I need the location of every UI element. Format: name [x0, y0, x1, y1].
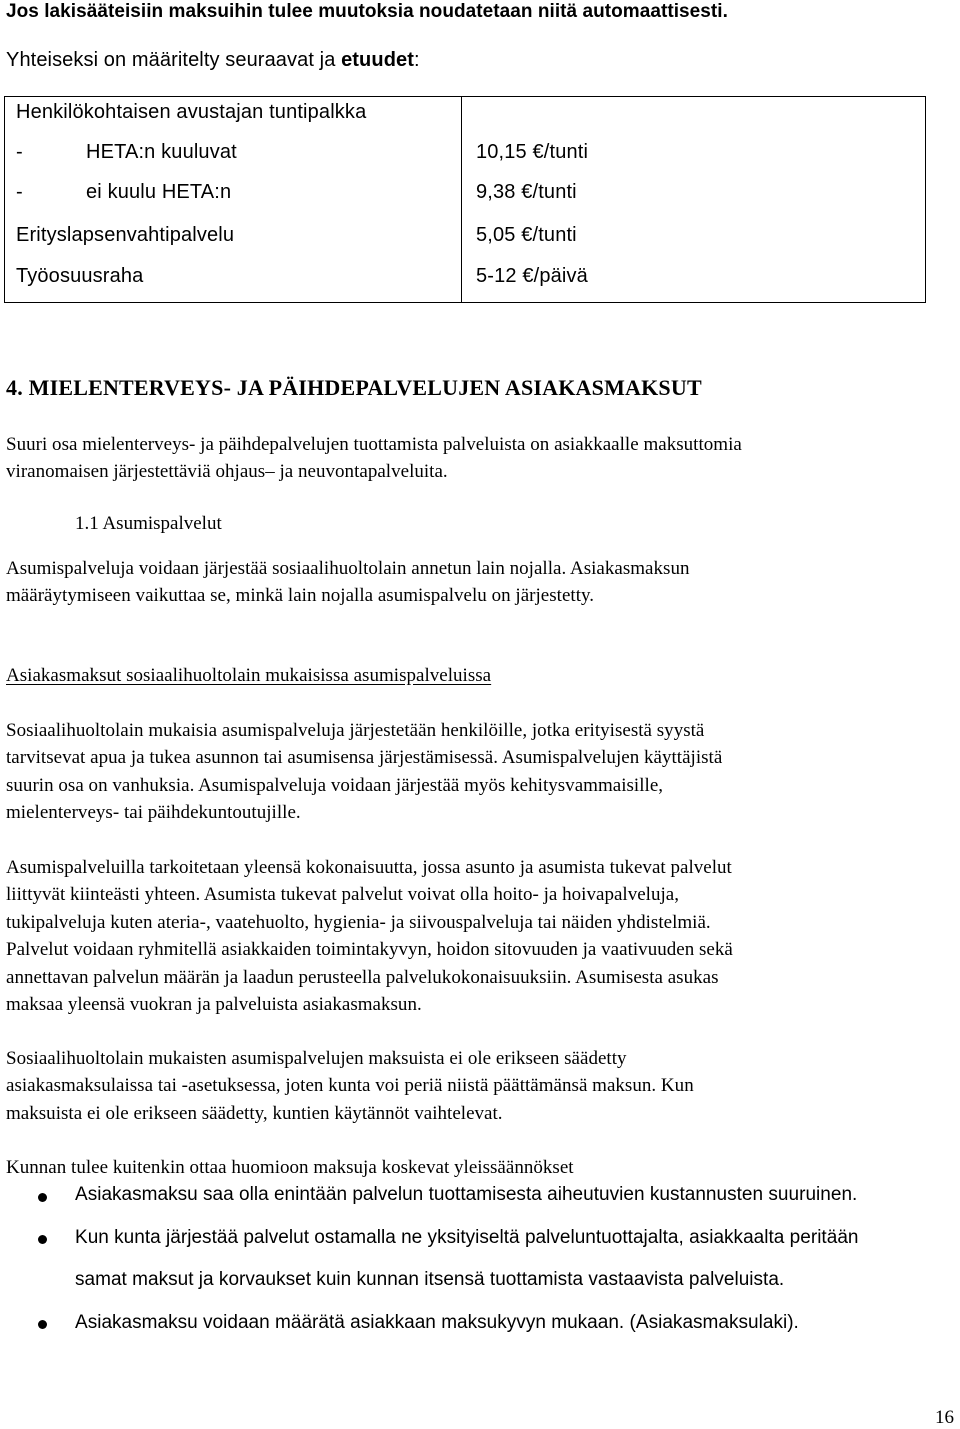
bullets-intro: Kunnan tulee kuitenkin ottaa huomioon maksuja koskevat yleissäännökset	[6, 1157, 574, 1178]
paragraph-line: suurin osa on vanhuksia. Asumispalveluja voidaan järjestää myös kehitysvammaisille,	[6, 774, 664, 796]
row-assistant-wage-label: Henkilökohtaisen avustajan tuntipalkka	[16, 101, 367, 123]
paragraph-line: maksaa yleensä vuokran ja palveluista asiakasmaksun.	[6, 994, 422, 1016]
social-welfare-housing-paragraph	[6, 717, 956, 827]
fees-regulation-paragraph	[6, 1045, 956, 1127]
list-item: Asiakasmaksu voidaan määrätä asiakkaan maksukyvyn mukaan. (Asiakasmaksulaki).	[75, 1312, 799, 1333]
paragraph-line: Suuri osa mielenterveys- ja päihdepalvelujen tuottamista palveluista on asiakkaalle maksuttomia	[6, 434, 742, 455]
paragraph-line: asiakasmaksulaissa tai -asetuksessa, joten kunta voi periä niistä päättämänsä maksun. Kun	[6, 1075, 694, 1097]
row-heta-member-label	[16, 141, 237, 164]
paragraph-line: määräytymiseen vaikuttaa se, minkä lain nojalla asumispalvelu on järjestetty.	[6, 585, 595, 607]
paragraph-line: Sosiaalihuoltolain mukaisten asumispalvelujen maksuista ei ole erikseen säädetty	[6, 1048, 627, 1069]
housing-services-paragraph	[6, 555, 956, 610]
section-heading: 4. MIELENTERVEYS- JA PÄIHDEPALVELUJEN ASIAKASMAKSUT	[6, 375, 702, 400]
benefits-table	[4, 96, 926, 303]
row-heta-nonmember-label	[16, 181, 231, 204]
paragraph-line: Asumispalveluilla tarkoitetaan yleensä kokonaisuutta, jossa asunto ja asumista tukevat palvelut	[6, 857, 732, 878]
bullet-icon	[38, 1320, 47, 1329]
paragraph-line: tukipalveluja kuten ateria-, vaatehuolto, hygienia- ja siivouspalveluja tai näiden yhdistelmiä.	[6, 911, 711, 933]
paragraph-line: tarvitsevat apua ja tukea asunnon tai asumisensa järjestämisessä. Asumispalvelujen käyttäjistä	[6, 747, 723, 769]
paragraph-line: Asumispalveluja voidaan järjestää sosiaalihuoltolain annetun lain nojalla. Asiakasmaksun	[6, 558, 690, 579]
underlined-heading: Asiakasmaksut sosiaalihuoltolain mukaisissa asumispalveluissa	[6, 665, 492, 686]
section-intro-paragraph	[6, 431, 956, 486]
housing-services-definition-paragraph	[6, 854, 956, 1018]
list-item-continuation: samat maksut ja korvaukset kuin kunnan itsensä tuottamista vastaavista palveluista.	[75, 1269, 785, 1290]
benefits-intro-colon: :	[414, 49, 420, 71]
paragraph-line: maksuista ei ole erikseen säädetty, kuntien käytännöt vaihtelevat.	[6, 1102, 503, 1124]
page-number: 16	[935, 1407, 954, 1428]
paragraph-line: Sosiaalihuoltolain mukaisia asumispalveluja järjestetään henkilöille, jotka erityisestä syystä	[6, 720, 705, 741]
benefits-intro-text: Yhteiseksi on määritelty seuraavat ja	[6, 49, 342, 71]
row-childcare-label: Erityslapsenvahtipalvelu	[16, 224, 235, 246]
row-work-allowance-value: 5-12 €/päivä	[476, 265, 588, 287]
row-heta-nonmember-text: ei kuulu HETA:n	[86, 181, 232, 203]
list-item: Asiakasmaksu saa olla enintään palvelun tuottamisesta aiheutuvien kustannusten suuruinen.	[75, 1184, 858, 1205]
row-childcare-value: 5,05 €/tunti	[476, 224, 577, 246]
list-item: Kun kunta järjestää palvelut ostamalla ne yksityiseltä palveluntuottajalta, asiakkaalta peritään	[75, 1227, 859, 1248]
paragraph-line: mielenterveys- tai päihdekuntoutujille.	[6, 802, 301, 824]
paragraph-line: annettavan palvelun määrän ja laadun perusteella palvelukokonaisuuksiin. Asumisesta asukas	[6, 966, 719, 988]
paragraph-line: viranomaisen järjestettäviä ohjaus– ja neuvontapalveluita.	[6, 461, 448, 483]
row-work-allowance-label: Työosuusraha	[16, 265, 144, 287]
subsection-heading: 1.1 Asumispalvelut	[75, 513, 222, 534]
row-heta-member-dash: -	[16, 141, 23, 163]
row-heta-member-text: HETA:n kuuluvat	[86, 141, 237, 163]
bullet-icon	[38, 1235, 47, 1244]
paragraph-line: liittyvät kiinteästi yhteen. Asumista tukevat palvelut voivat olla hoito- ja hoivapalveluja,	[6, 884, 680, 906]
benefits-intro	[6, 49, 420, 72]
fee-change-notice: Jos lakisääteisiin maksuihin tulee muutoksia noudatetaan niitä automaattisesti.	[6, 1, 728, 22]
row-heta-nonmember-dash: -	[16, 181, 23, 203]
bullet-icon	[38, 1193, 47, 1202]
table-column-divider	[461, 97, 462, 302]
benefits-intro-bold: etuudet	[341, 49, 414, 71]
row-heta-nonmember-value: 9,38 €/tunti	[476, 181, 577, 203]
row-heta-member-value: 10,15 €/tunti	[476, 141, 589, 163]
paragraph-line: Palvelut voidaan ryhmitellä asiakkaiden toimintakyvyn, hoidon sitovuuden ja vaativuuden sekä	[6, 939, 733, 961]
